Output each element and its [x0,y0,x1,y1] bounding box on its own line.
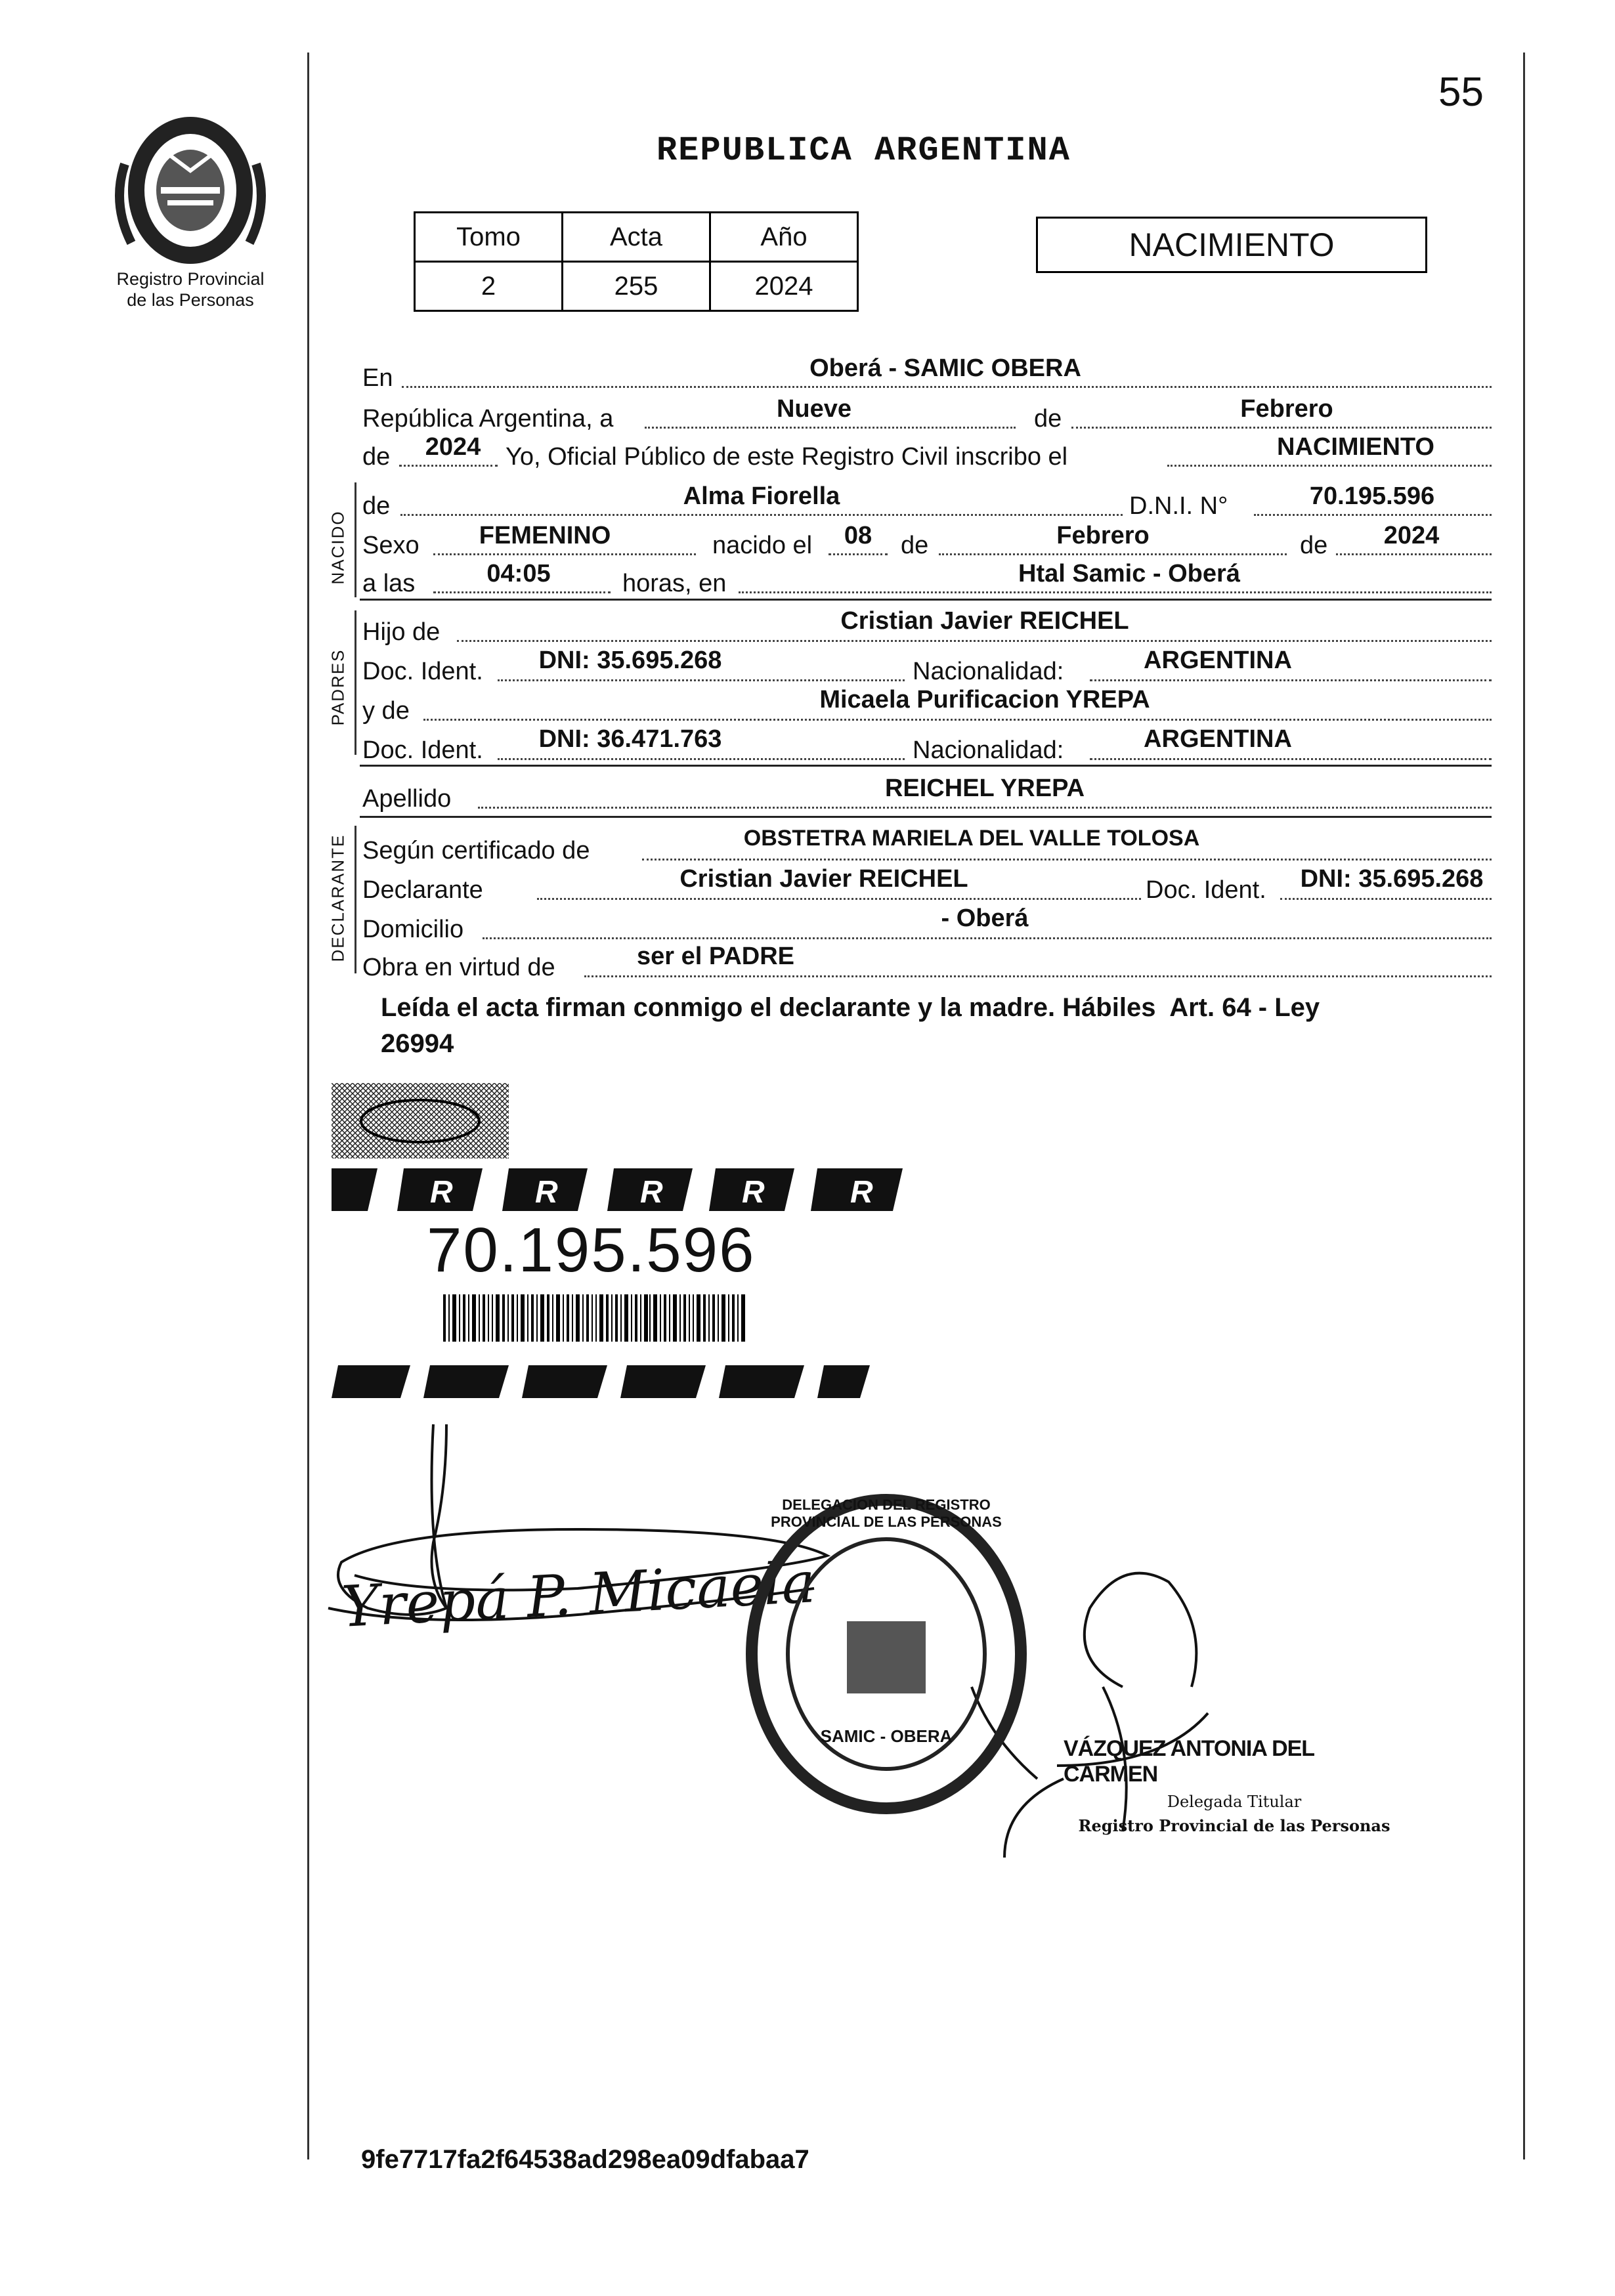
value-madre-nac: ARGENTINA [1144,725,1292,753]
notes-line2: 26994 [381,1029,454,1058]
official-name: VÁZQUEZ ANTONIA DEL CARMEN [1064,1736,1314,1787]
section-padres: PADRES [328,648,348,726]
register-header-tomo: Tomo [415,213,563,262]
section-padres-line [355,610,356,755]
dots-madre-nac [1090,758,1492,760]
dots-anio [399,465,498,467]
divider-3 [360,816,1492,818]
value-padre-doc: DNI: 35.695.268 [538,647,722,674]
label-segun-cert: Según certificado de [362,837,590,864]
value-nac-dia: 08 [844,522,872,549]
value-dia: Nueve [776,395,852,423]
dni-label [332,1083,922,1398]
round-seal-bottom: SAMIC - OBERA [820,1726,953,1746]
label-de-nac-anio: de [1300,532,1328,559]
label-en: En [362,364,393,392]
logo-org-line2: de las Personas [127,290,254,310]
section-declarante: DECLARANTE [328,834,348,962]
value-madre: Micaela Purificacion YREPA [819,686,1150,713]
dots-dni [1254,514,1492,516]
label-doc-ident-2: Doc. Ident. [362,736,483,764]
logo [98,112,282,315]
value-padre: Cristian Javier REICHEL [840,607,1129,635]
divider-1 [360,599,1492,601]
label-dni: D.N.I. N° [1129,492,1228,520]
register-value-acta: 255 [563,262,710,311]
value-nac-mes: Febrero [1056,522,1150,549]
right-border [1523,53,1525,2159]
dots-padre [457,640,1492,642]
label-sexo: Sexo [362,532,420,559]
official-stamp [1064,1736,1405,1835]
label-republica: República Argentina, a [362,405,614,433]
label-de-nombre: de [362,492,391,520]
label-nacionalidad-2: Nacionalidad: [913,736,1064,764]
dots-apellido [478,807,1492,809]
document-hash: 9fe7717fa2f64538ad298ea09dfabaa7 [361,2145,809,2174]
barcode-icon [443,1294,745,1342]
dots-certificado [642,859,1492,861]
page-title: REPUBLICA ARGENTINA [657,131,1071,170]
value-lugar: Oberá - SAMIC OBERA [809,354,1081,382]
register-value-anio: 2024 [710,262,858,311]
official-org: Registro Provincial de las Personas [1078,1816,1390,1835]
dots-madre-doc [498,758,905,760]
value-sexo: FEMENINO [479,522,611,549]
value-declarante-doc: DNI: 35.695.268 [1300,865,1484,893]
label-nacido-el: nacido el [712,532,813,559]
dots-mes [1071,427,1492,429]
round-seal [742,1490,1031,1818]
label-hijo-de: Hijo de [362,618,441,646]
value-nombre: Alma Fiorella [683,482,840,510]
label-y-de: y de [362,697,410,725]
label-oficial: Yo, Oficial Público de este Registro Civil inscribo el [506,443,1068,471]
page-number: 55 [1438,70,1484,115]
label-de-nac-mes: de [901,532,929,559]
value-certificado: OBSTETRA MARIELA DEL VALLE TOLOSA [743,826,1200,851]
label-nacionalidad-1: Nacionalidad: [913,658,1064,685]
dots-en [402,386,1492,388]
value-hora: 04:05 [486,560,551,587]
dots-nac-anio [1336,553,1492,555]
value-padre-nac: ARGENTINA [1144,647,1292,674]
label-apellido: Apellido [362,785,452,813]
register-header-acta: Acta [563,213,710,262]
svg-text:R: R [430,1175,453,1210]
dots-madre [423,719,1492,721]
dots-lugar-nac [739,591,1492,593]
dots-tipo [1167,465,1492,467]
value-madre-doc: DNI: 36.471.763 [538,725,722,753]
svg-text:R: R [640,1175,663,1210]
value-tipo: NACIMIENTO [1277,433,1434,461]
value-declarante: Cristian Javier REICHEL [679,865,968,893]
round-seal-icon [742,1490,1031,1818]
dots-padre-doc [498,679,905,681]
official-role: Delegada Titular [1167,1793,1302,1811]
dots-declarante [537,898,1141,900]
value-mes: Febrero [1240,395,1333,423]
misiones-seal-icon [98,112,282,269]
dots-nac-dia [829,553,888,555]
dots-virtud [584,975,1492,977]
label-doc-ident-3: Doc. Ident. [1146,876,1266,904]
label-de-mes: de [1034,405,1062,433]
dots-hora [433,591,611,593]
value-nac-anio: 2024 [1383,522,1440,549]
label-declarante: Declarante [362,876,483,904]
left-border [307,53,309,2159]
label-obra-virtud: Obra en virtud de [362,954,555,981]
register-value-tomo: 2 [415,262,563,311]
svg-text:R: R [850,1175,873,1210]
logo-org-line1: Registro Provincial [116,269,265,289]
register-header-anio: Año [710,213,858,262]
label-a-las: a las [362,570,416,597]
label-de-anio: de [362,443,391,471]
dots-domicilio [483,937,1492,939]
dots-nombre [400,514,1123,516]
label-horas-en: horas, en [622,570,727,597]
section-nacido-line [355,482,356,597]
section-nacido: NACIDO [328,510,348,585]
value-domicilio: - Oberá [941,904,1029,932]
register-table [414,211,859,312]
dni-label-number: 70.195.596 [427,1215,756,1285]
divider-2 [360,765,1492,767]
act-type-box: NACIMIENTO [1036,217,1427,273]
label-doc-ident-1: Doc. Ident. [362,658,483,685]
notes-line1: Leída el acta firman conmigo el declarante y la madre. Hábiles Art. 64 - Ley [381,993,1320,1022]
label-domicilio: Domicilio [362,916,464,943]
svg-text:R: R [535,1175,558,1210]
dots-sexo [433,553,696,555]
value-virtud: ser el PADRE [636,943,795,970]
value-dni: 70.195.596 [1309,482,1435,510]
mother-signature: Yrepá P. Micaela [339,1550,817,1640]
value-apellido: REICHEL YREPA [884,775,1085,802]
dots-padre-nac [1090,679,1492,681]
dots-nac-mes [939,553,1287,555]
svg-text:R: R [742,1175,765,1210]
value-lugar-nac: Htal Samic - Oberá [1018,560,1240,587]
dots-declarante-doc [1280,898,1492,900]
value-anio: 2024 [425,433,481,461]
round-seal-text: DELEGACION DEL REGISTRO PROVINCIAL DE LAS PERSONAS [771,1497,1002,1530]
section-declarante-line [355,826,356,973]
dots-dia [645,427,1016,429]
